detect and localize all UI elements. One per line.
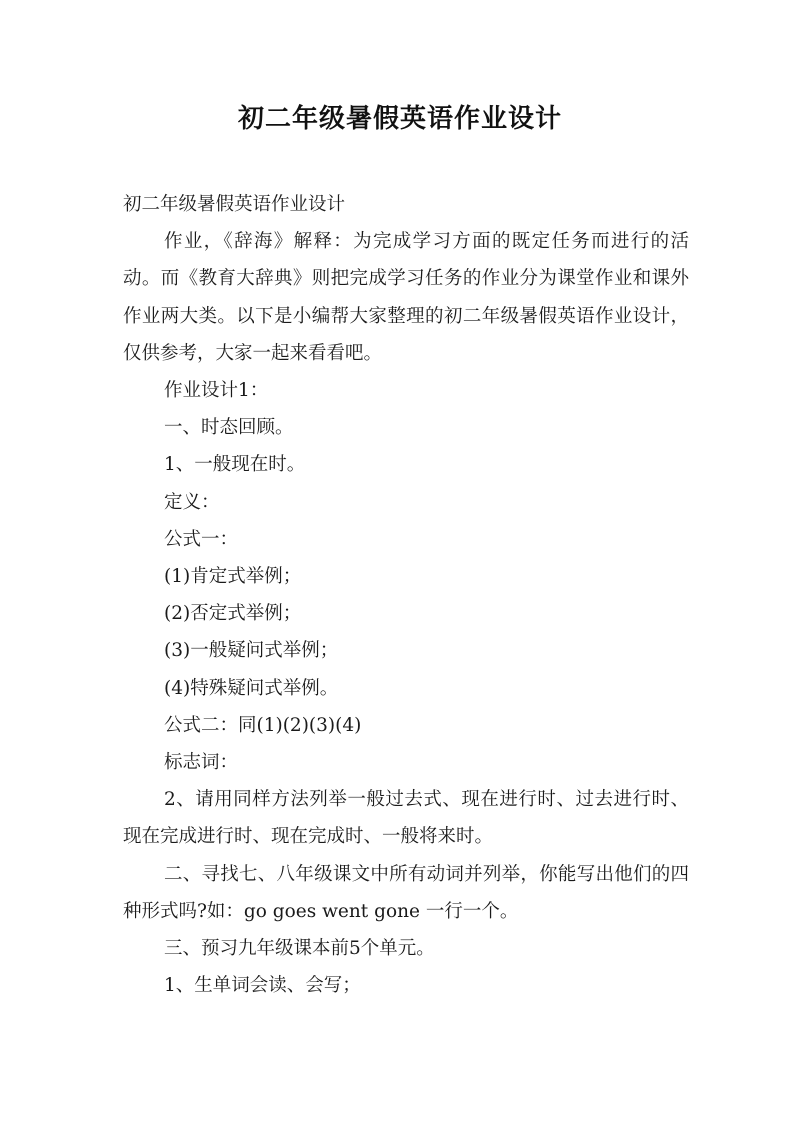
section-heading-design-1: 作业设计1：	[164, 380, 269, 402]
list-item-simple-present: 1、一般现在时。	[164, 454, 306, 476]
list-item-affirmative: (1)肯定式举例；	[164, 566, 302, 588]
section-heading-tense-review: 一、时态回顾。	[164, 417, 294, 439]
section-preview-grade9: 三、预习九年级课本前5个单元。	[164, 938, 435, 960]
list-item-general-question: (3)一般疑问式举例；	[164, 640, 339, 662]
document-title: 初二年级暑假英语作业设计	[237, 104, 562, 134]
list-item-definition: 定义：	[164, 491, 220, 513]
intro-paragraph: 作业，《辞海》解释：为完成学习方面的既定任务而进行的活动。而《教育大辞典》则把完成学习任务的作业分为课堂作业和课外作业两大类。以下是小编帮大家整理的初二年级暑假英语作业设计，仅供参考，大家一起来看看吧。	[123, 231, 689, 364]
list-item-signal-words: 标志词：	[164, 752, 239, 774]
list-item-other-tenses: 2、请用同样方法列举一般过去式、现在进行时、过去进行时、现在完成进行时、现在完成时、一般将来时。	[123, 789, 689, 848]
list-item-negative: (2)否定式举例；	[164, 603, 302, 625]
document-body	[123, 186, 689, 1004]
list-item-formula-two: 公式二：同(1)(2)(3)(4)	[164, 714, 362, 736]
list-item-special-question: (4)特殊疑问式举例。	[164, 677, 339, 699]
list-item-formula-one: 公式一：	[164, 528, 239, 550]
subtitle-paragraph: 初二年级暑假英语作业设计	[123, 194, 346, 215]
list-item-new-words: 1、生单词会读、会写；	[164, 975, 361, 997]
section-find-verbs: 二、寻找七、八年级课文中所有动词并列举，你能写出他们的四种形式吗?如：go goes went gone 一行一个。	[123, 863, 689, 922]
